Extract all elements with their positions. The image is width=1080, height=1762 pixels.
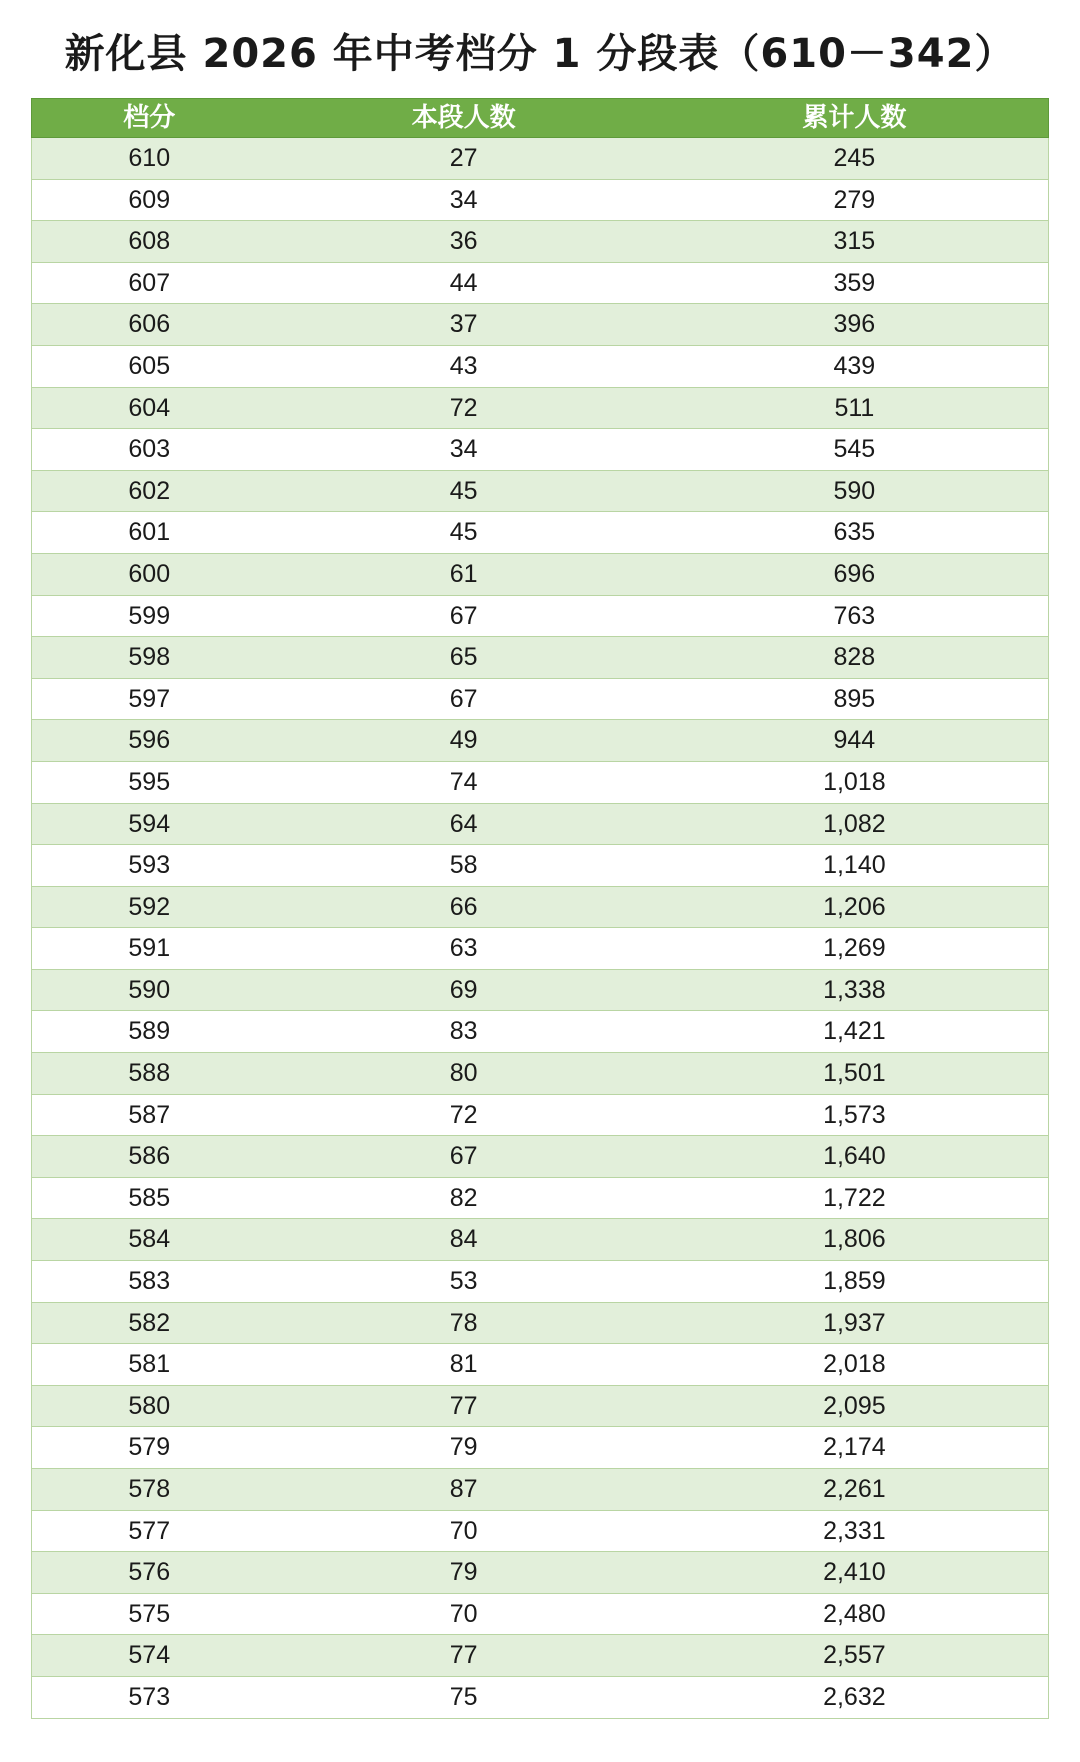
cell-segment-count: 65 — [449, 643, 478, 672]
cell-segment-count: 69 — [449, 975, 478, 1004]
cell-score: 584 — [128, 1225, 171, 1254]
cell-cumulative-count: 828 — [833, 643, 876, 672]
cell-segment-count: 44 — [449, 268, 478, 297]
header-score: 档分 — [123, 103, 176, 133]
table-row — [31, 804, 1049, 846]
cell-segment-count: 70 — [449, 1516, 478, 1545]
cell-cumulative-count: 2,410 — [823, 1558, 886, 1587]
table-row — [31, 304, 1049, 346]
cell-cumulative-count: 763 — [833, 601, 876, 630]
cell-score: 588 — [128, 1059, 171, 1088]
cell-segment-count: 79 — [449, 1558, 478, 1587]
cell-cumulative-count: 635 — [833, 518, 876, 547]
cell-cumulative-count: 1,640 — [823, 1142, 886, 1171]
table-row — [31, 512, 1049, 554]
cell-cumulative-count: 1,573 — [823, 1100, 886, 1129]
cell-cumulative-count: 315 — [833, 227, 876, 256]
table-row — [31, 1136, 1049, 1178]
cell-cumulative-count: 1,722 — [823, 1183, 886, 1212]
cell-segment-count: 58 — [449, 851, 478, 880]
cell-segment-count: 67 — [449, 601, 478, 630]
cell-score: 600 — [128, 559, 171, 588]
table-row — [31, 637, 1049, 679]
cell-segment-count: 67 — [449, 1142, 478, 1171]
cell-cumulative-count: 590 — [833, 476, 876, 505]
cell-cumulative-count: 279 — [833, 185, 876, 214]
cell-score: 602 — [128, 476, 171, 505]
table-row — [31, 138, 1049, 180]
cell-segment-count: 45 — [449, 518, 478, 547]
cell-segment-count: 81 — [449, 1350, 478, 1379]
table-row — [31, 928, 1049, 970]
score-table — [31, 98, 1049, 1719]
cell-cumulative-count: 396 — [833, 310, 876, 339]
cell-cumulative-count: 2,480 — [823, 1599, 886, 1628]
table-row — [31, 1511, 1049, 1553]
table-body — [31, 138, 1049, 1719]
cell-cumulative-count: 1,140 — [823, 851, 886, 880]
table-row — [31, 970, 1049, 1012]
table-row — [31, 388, 1049, 430]
table-row — [31, 221, 1049, 263]
cell-score: 581 — [128, 1350, 171, 1379]
table-row — [31, 429, 1049, 471]
cell-score: 609 — [128, 185, 171, 214]
cell-segment-count: 75 — [449, 1682, 478, 1711]
cell-score: 575 — [128, 1599, 171, 1628]
cell-score: 574 — [128, 1641, 171, 1670]
cell-segment-count: 77 — [449, 1641, 478, 1670]
cell-cumulative-count: 1,338 — [823, 975, 886, 1004]
cell-score: 591 — [128, 934, 171, 963]
cell-segment-count: 66 — [449, 892, 478, 921]
cell-segment-count: 83 — [449, 1017, 478, 1046]
cell-score: 597 — [128, 684, 171, 713]
cell-cumulative-count: 545 — [833, 435, 876, 464]
cell-segment-count: 84 — [449, 1225, 478, 1254]
cell-segment-count: 77 — [449, 1391, 478, 1420]
table-row — [31, 1594, 1049, 1636]
table-row — [31, 346, 1049, 388]
cell-score: 607 — [128, 268, 171, 297]
cell-score: 596 — [128, 726, 171, 755]
cell-segment-count: 79 — [449, 1433, 478, 1462]
cell-segment-count: 72 — [449, 393, 478, 422]
cell-segment-count: 27 — [449, 144, 478, 172]
cell-segment-count: 87 — [449, 1475, 478, 1503]
table-header — [31, 98, 1049, 138]
cell-cumulative-count: 2,331 — [823, 1516, 886, 1545]
cell-score: 576 — [128, 1558, 171, 1587]
cell-score: 583 — [128, 1267, 171, 1296]
cell-segment-count: 37 — [449, 310, 478, 339]
table-row — [31, 1469, 1049, 1511]
table-row — [31, 471, 1049, 513]
cell-cumulative-count: 1,269 — [823, 934, 886, 963]
header-segment-count: 本段人数 — [411, 103, 516, 133]
table-row — [31, 554, 1049, 596]
cell-cumulative-count: 2,018 — [823, 1350, 886, 1379]
cell-score: 587 — [128, 1100, 171, 1129]
cell-segment-count: 80 — [449, 1059, 478, 1088]
cell-score: 586 — [128, 1142, 171, 1171]
cell-score: 593 — [128, 851, 171, 880]
cell-cumulative-count: 439 — [833, 351, 876, 380]
table-row — [31, 1095, 1049, 1137]
cell-segment-count: 53 — [449, 1267, 478, 1296]
cell-cumulative-count: 1,082 — [823, 809, 886, 838]
table-row — [31, 887, 1049, 929]
cell-score: 599 — [128, 601, 171, 630]
table-row — [31, 845, 1049, 887]
cell-cumulative-count: 1,937 — [823, 1308, 886, 1337]
table-row — [31, 1303, 1049, 1345]
page-title: 新化县 2026 年中考档分 1 分段表（610－342） — [64, 31, 1016, 77]
cell-cumulative-count: 1,501 — [823, 1059, 886, 1088]
table-row — [31, 1427, 1049, 1469]
table-row — [31, 1178, 1049, 1220]
cell-score: 608 — [128, 227, 171, 256]
cell-score: 595 — [128, 767, 171, 796]
table-row — [31, 1552, 1049, 1594]
cell-segment-count: 61 — [449, 559, 478, 588]
cell-cumulative-count: 2,174 — [823, 1433, 886, 1462]
table-row — [31, 1635, 1049, 1677]
cell-score: 598 — [128, 643, 171, 672]
cell-segment-count: 72 — [449, 1100, 478, 1129]
cell-segment-count: 43 — [449, 351, 478, 380]
cell-cumulative-count: 359 — [833, 268, 876, 297]
cell-score: 577 — [128, 1516, 171, 1545]
cell-cumulative-count: 2,557 — [823, 1641, 886, 1670]
table-row — [31, 1386, 1049, 1428]
cell-cumulative-count: 2,095 — [823, 1391, 886, 1420]
cell-cumulative-count: 1,018 — [823, 767, 886, 796]
table-row — [31, 180, 1049, 222]
cell-score: 606 — [128, 310, 171, 339]
table-row — [31, 263, 1049, 305]
cell-score: 605 — [128, 351, 171, 380]
table-row — [31, 762, 1049, 804]
cell-segment-count: 34 — [449, 185, 478, 214]
table-row — [31, 1344, 1049, 1386]
cell-cumulative-count: 2,261 — [823, 1475, 886, 1503]
cell-score: 601 — [128, 518, 171, 547]
table-row — [31, 679, 1049, 721]
cell-cumulative-count: 2,632 — [823, 1682, 886, 1711]
table-row — [31, 720, 1049, 762]
table-row — [31, 596, 1049, 638]
table-row — [31, 1261, 1049, 1303]
cell-score: 594 — [128, 809, 171, 838]
cell-cumulative-count: 696 — [833, 559, 876, 588]
table-row — [31, 1677, 1049, 1719]
cell-segment-count: 67 — [449, 684, 478, 713]
cell-segment-count: 82 — [449, 1183, 478, 1212]
cell-segment-count: 63 — [449, 934, 478, 963]
cell-segment-count: 78 — [449, 1308, 478, 1337]
cell-score: 580 — [128, 1391, 171, 1420]
cell-score: 604 — [128, 393, 171, 422]
cell-segment-count: 49 — [449, 726, 478, 755]
cell-cumulative-count: 1,859 — [823, 1267, 886, 1296]
cell-cumulative-count: 1,806 — [823, 1225, 886, 1254]
cell-score: 582 — [128, 1308, 171, 1337]
cell-segment-count: 36 — [449, 227, 478, 256]
cell-score: 592 — [128, 892, 171, 921]
cell-score: 610 — [128, 144, 171, 172]
header-cumulative-count: 累计人数 — [802, 103, 907, 133]
cell-segment-count: 64 — [449, 809, 478, 838]
cell-segment-count: 34 — [449, 435, 478, 464]
cell-score: 573 — [128, 1682, 171, 1711]
cell-cumulative-count: 1,206 — [823, 892, 886, 921]
cell-segment-count: 45 — [449, 476, 478, 505]
cell-cumulative-count: 245 — [833, 144, 876, 172]
cell-score: 603 — [128, 435, 171, 464]
cell-cumulative-count: 895 — [833, 684, 876, 713]
cell-cumulative-count: 511 — [834, 393, 875, 422]
cell-segment-count: 74 — [449, 767, 478, 796]
cell-score: 579 — [128, 1433, 171, 1462]
cell-segment-count: 70 — [449, 1599, 478, 1628]
cell-score: 578 — [128, 1475, 171, 1503]
cell-cumulative-count: 944 — [833, 726, 876, 755]
cell-cumulative-count: 1,421 — [823, 1017, 886, 1046]
table-row — [31, 1053, 1049, 1095]
cell-score: 585 — [128, 1183, 171, 1212]
table-row — [31, 1011, 1049, 1053]
cell-score: 590 — [128, 975, 171, 1004]
table-row — [31, 1219, 1049, 1261]
cell-score: 589 — [128, 1017, 171, 1046]
